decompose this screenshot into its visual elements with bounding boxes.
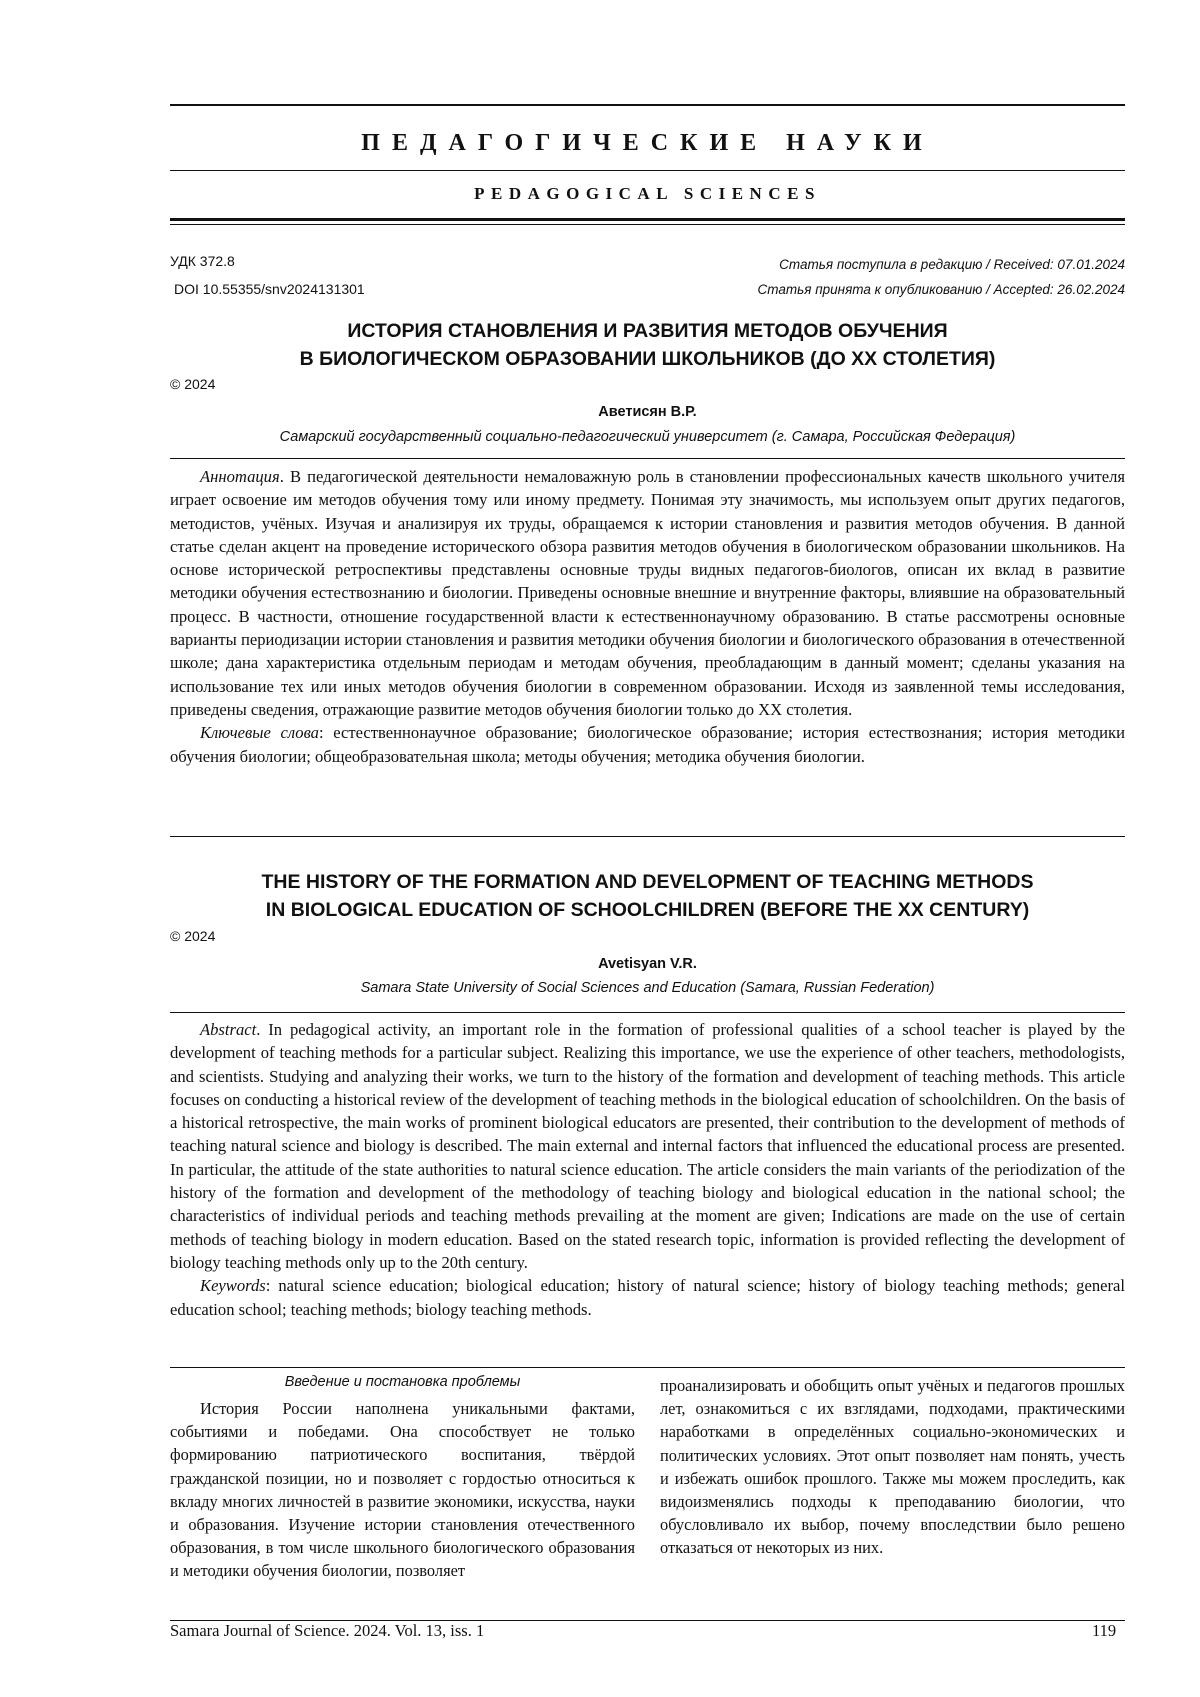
article-title-en-line2: IN BIOLOGICAL EDUCATION OF SCHOOLCHILDREN (BEFORE THE XX CENTURY) — [170, 896, 1125, 924]
header-bottom-rule-thin — [170, 224, 1125, 225]
abstract-ru-top-rule — [170, 458, 1125, 459]
doi: DOI 10.55355/snv2024131301 — [174, 281, 365, 297]
body-paragraph-left: История России наполнена уникальными фактами, событиями и победами. Она способствует не только формированию патриотического воспитания, твёрдой гражданской позиции, но и позволяет с гордостью относиться к вкладу многих личностей в развитие экономики, искусства, науки и образования. Изучение истории становления отечественного образования, в том числе школьного биологического образования и методики обучения биологии, позволяет — [170, 1397, 635, 1583]
section-heading-introduction: Введение и постановка проблемы — [170, 1374, 635, 1390]
author-ru: Аветисян В.Р. — [170, 404, 1125, 420]
article-title-ru-line2: В БИОЛОГИЧЕСКОМ ОБРАЗОВАНИИ ШКОЛЬНИКОВ (ДО XX СТОЛЕТИЯ) — [170, 345, 1125, 373]
footer-page-number: 119 — [1092, 1621, 1116, 1641]
abstract-en-paragraph — [170, 1018, 1125, 1274]
abstract-en — [170, 1018, 1125, 1321]
abstract-ru — [170, 465, 1125, 768]
keywords-en-paragraph — [170, 1274, 1125, 1321]
copyright-ru: © 2024 — [170, 376, 215, 392]
accepted-date: Статья принята к опубликованию / Accepted: 26.02.2024 — [625, 282, 1125, 297]
abstract-ru-label: Аннотация — [200, 467, 280, 486]
header-bottom-rule-thick — [170, 218, 1125, 221]
body-paragraph-right: проанализировать и обобщить опыт учёных и педагогов прошлых лет, ознакомиться с их взглядами, подходами, практическими наработками в определённых социально-экономических и политических условиях. Этот опыт позволяет нам понять, учесть и избежать ошибок прошлого. Также мы можем проследить, как видоизменялись подходы к преподаванию биологии, что обусловливало их выбор, почему впоследствии было решено отказаться от некоторых из них. — [660, 1374, 1125, 1560]
abstract-ru-paragraph — [170, 465, 1125, 721]
udc-code: УДК 372.8 — [170, 253, 235, 269]
footer-journal: Samara Journal of Science. 2024. Vol. 13, iss. 1 — [170, 1621, 484, 1641]
abstract-en-text: . In pedagogical activity, an important role in the formation of professional qualities of a school teacher is played by the development of teaching methods for a particular subject. Realizing this importance, we use the experience of other teachers, methodologists, and scientists. Studying and analyzing their works, we turn to the history of the formation and development of teaching methods. This article focuses on conducting a historical review of the development of teaching methods in the biological education of schoolchildren. On the basis of a historical retrospective, the main works of prominent biological educators are presented, their contribution to the development of methods of teaching natural science and biology is described. The main external and internal factors that influenced the educational process are presented. In particular, the attitude of the state authorities to natural science education. The article considers the main variants of the periodization of the history of the formation and development of the methodology of teaching biology and biological education in the national school; the characteristics of individual periods and teaching methods prevailing at the moment are given; Indications are made on the use of certain methods of teaching biology in modern education. Based on the stated research topic, information is provided reflecting the development of biology teaching methods only up to the 20th century. — [170, 1020, 1125, 1272]
section-title-ru: ПЕДАГОГИЧЕСКИЕ НАУКИ — [170, 130, 1125, 157]
article-title-ru — [170, 317, 1125, 373]
keywords-ru-text: : естественнонаучное образование; биологическое образование; история естествознания; история методики обучения биологии; общеобразовательная школа; методы обучения; методика обучения биологии. — [170, 723, 1125, 765]
keywords-ru-label: Ключевые слова — [200, 723, 319, 742]
abstract-ru-text: . В педагогической деятельности немаловажную роль в становлении профессиональных качеств школьного учителя играет освоение им методов обучения тому или иному предмету. Понимая эту значимость, мы используем опыт других педагогов, методистов, учёных. Изучая и анализируя их труды, обращаемся к истории становления и развития методов обучения. В данной статье сделан акцент на проведение исторического обзора развития методов обучения в биологическом образовании школьников. На основе исторической ретроспективы представлены основные труды видных педагогов-биологов, описан их вклад в развитие методики обучения естествознанию и биологии. Приведены основные внешние и внутренние факторы, влиявшие на образовательный процесс. В частности, отношение государственной власти к естественнонаучному образованию. В статье рассмотрены основные варианты периодизации истории становления и развития методики обучения биологии и биологического образования в отечественной школе; дана характеристика отдельным периодам и методам обучения, преобладающим в данный момент; сделаны указания на использование тех или иных методов обучения биологии в современном образовании. Исходя из заявленной темы исследования, приведены сведения, отражающие развитие методов обучения биологии только до XX столетия. — [170, 467, 1125, 719]
copyright-en: © 2024 — [170, 928, 215, 944]
abstract-ru-bottom-rule — [170, 836, 1125, 837]
article-title-en — [170, 868, 1125, 924]
keywords-en-text: : natural science education; biological education; history of natural science; history of biology teaching methods; general education school; teaching methods; biology teaching methods. — [170, 1276, 1125, 1318]
abstract-en-top-rule — [170, 1012, 1125, 1013]
article-title-ru-line1: ИСТОРИЯ СТАНОВЛЕНИЯ И РАЗВИТИЯ МЕТОДОВ ОБУЧЕНИЯ — [170, 317, 1125, 345]
section-title-en: PEDAGOGICAL SCIENCES — [170, 184, 1125, 204]
body-column-left — [170, 1397, 635, 1583]
author-en: Avetisyan V.R. — [170, 956, 1125, 972]
article-title-en-line1: THE HISTORY OF THE FORMATION AND DEVELOPMENT OF TEACHING METHODS — [170, 868, 1125, 896]
keywords-en-label: Keywords — [200, 1276, 266, 1295]
abstract-en-label: Abstract — [200, 1020, 256, 1039]
received-date: Статья поступила в редакцию / Received: 07.01.2024 — [625, 257, 1125, 272]
body-column-right — [660, 1374, 1125, 1560]
keywords-ru-paragraph — [170, 721, 1125, 768]
header-middle-rule — [170, 170, 1125, 171]
affiliation-ru: Самарский государственный социально-педагогический университет (г. Самара, Российская Федерация) — [170, 429, 1125, 445]
abstract-en-bottom-rule — [170, 1367, 1125, 1368]
header-top-rule — [170, 104, 1125, 106]
affiliation-en: Samara State University of Social Sciences and Education (Samara, Russian Federation) — [170, 980, 1125, 996]
